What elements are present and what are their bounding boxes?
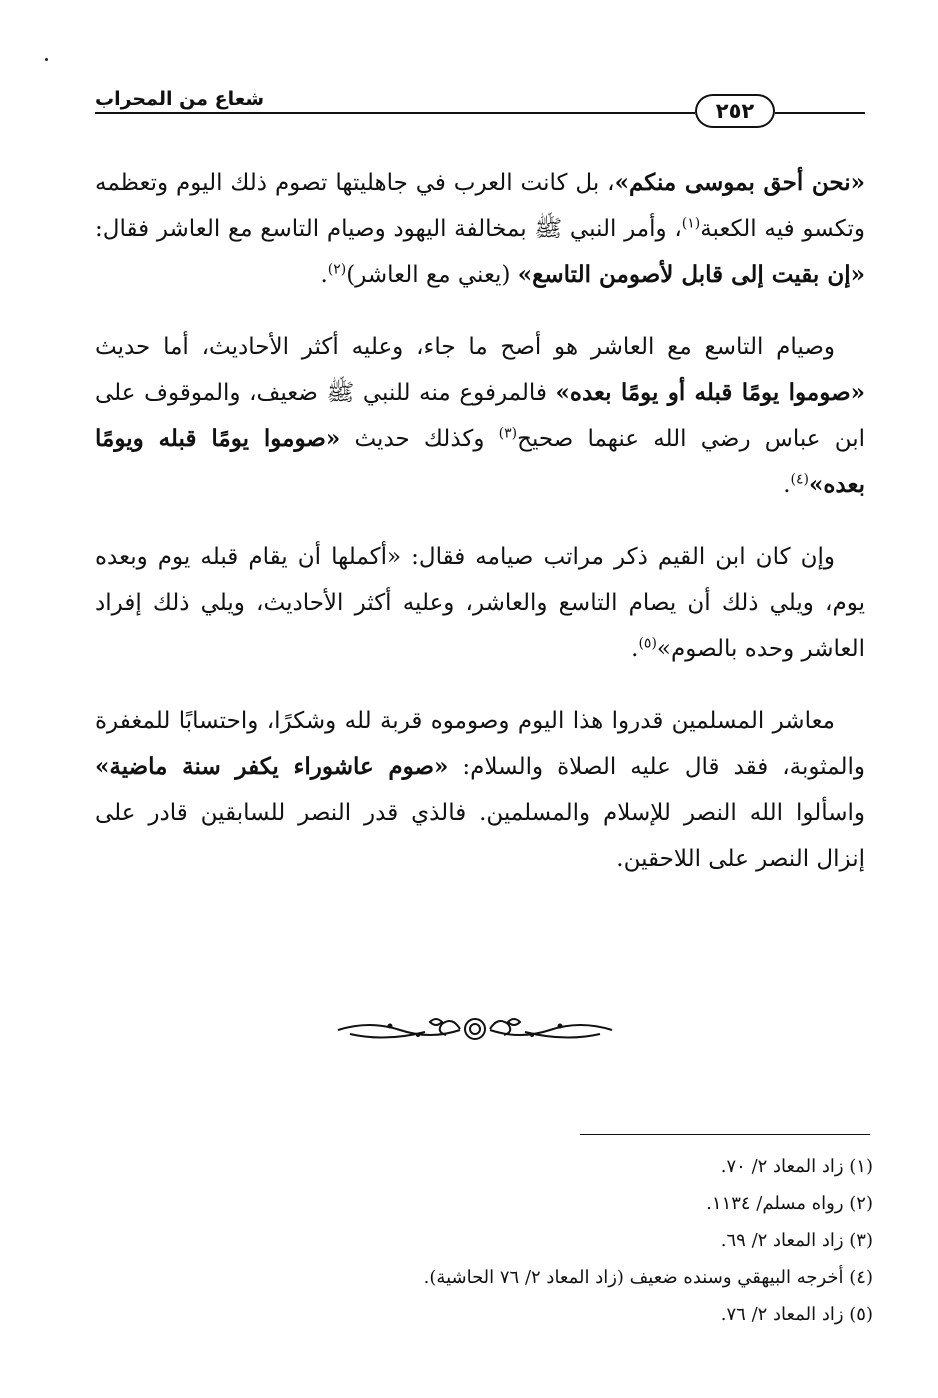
page-number: ٢٥٢ — [695, 94, 775, 128]
text-run: ، بل كانت العرب في جاهليتها تصوم ذلك اليوم وتعظمه وتكسو فيه الكعبة — [95, 170, 865, 242]
text-run: (يعني مع العاشر) — [346, 262, 518, 288]
footnote-separator — [580, 1134, 870, 1135]
quoted-hadith: «صوموا يومًا قبله ويومًا بعده» — [95, 425, 865, 498]
paragraph — [95, 324, 865, 508]
header-rule-right — [775, 112, 865, 114]
paragraph — [95, 534, 865, 672]
footnote: (٢) رواه مسلم/ ١١٣٤. — [706, 1193, 873, 1214]
scan-speck — [45, 58, 48, 61]
text-run: واسألوا الله النصر للإسلام والمسلمين. فالذي قدر النصر للسابقين قادر على إنزال النصر على اللاحقين. — [95, 800, 865, 872]
text-run: . — [631, 636, 639, 662]
text-run: معاشر المسلمين قدروا هذا اليوم وصوموه قربة لله وشكرًا، واحتسابًا للمغفرة والمثوبة، فقد قال عليه الصلاة والسلام: — [95, 708, 865, 780]
text-run: وصيام التاسع مع العاشر هو أصح ما جاء، وعليه أكثر الأحاديث، أما حديث — [95, 334, 835, 360]
footnote: (٤) أخرجه البيهقي وسنده ضعيف (زاد المعاد ٢/ ٧٦ الحاشية). — [423, 1267, 873, 1288]
header-rule-left — [95, 112, 695, 114]
quoted-hadith: «صوموا يومًا قبله أو يومًا بعده» — [555, 379, 865, 406]
text-run: وإن كان ابن القيم ذكر مراتب صيامه فقال: «أكملها أن يقام قبله يوم وبعده يوم، ويلي ذلك أن يصام التاسع والعاشر، وعليه أكثر الأحاديث، ويلي ذلك إفراد العاشر وحده بالصوم» — [95, 544, 865, 662]
text-run: فالمرفوع منه للنبي ﷺ ضعيف، والموقوف على ابن عباس رضي الله عنهما صحيح — [95, 380, 866, 452]
quoted-hadith: «إن بقيت إلى قابل لأصومن التاسع» — [517, 261, 865, 288]
ornament-divider — [330, 1008, 620, 1048]
text-run: وكذلك حديث — [340, 426, 499, 452]
footnote-marker: (٤) — [790, 471, 809, 488]
text-run: ، وأمر النبي ﷺ بمخالفة اليهود وصيام التاسع مع العاشر فقال: — [95, 216, 682, 242]
paragraph — [95, 698, 865, 882]
footnote-marker: (١) — [681, 215, 701, 232]
footnote-marker: (٢) — [327, 261, 347, 278]
footnote-marker: (٥) — [638, 635, 657, 652]
footnote: (٣) زاد المعاد ٢/ ٦٩. — [720, 1230, 873, 1251]
footnotes — [95, 1148, 873, 1333]
quoted-hadith: «صوم عاشوراء يكفر سنة ماضية» — [95, 753, 449, 780]
footnote: (٥) زاد المعاد ٢/ ٧٦. — [720, 1304, 873, 1325]
page-header — [95, 84, 865, 134]
footnote: (١) زاد المعاد ٢/ ٧٠. — [720, 1156, 873, 1177]
main-text — [95, 160, 865, 908]
quoted-hadith: «نحن أحق بموسى منكم» — [614, 169, 866, 196]
running-title: شعاع من المحراب — [95, 88, 265, 110]
footnote-marker: (٣) — [498, 425, 518, 442]
paragraph — [95, 160, 865, 298]
text-run: . — [320, 262, 328, 288]
text-run: . — [783, 472, 791, 498]
